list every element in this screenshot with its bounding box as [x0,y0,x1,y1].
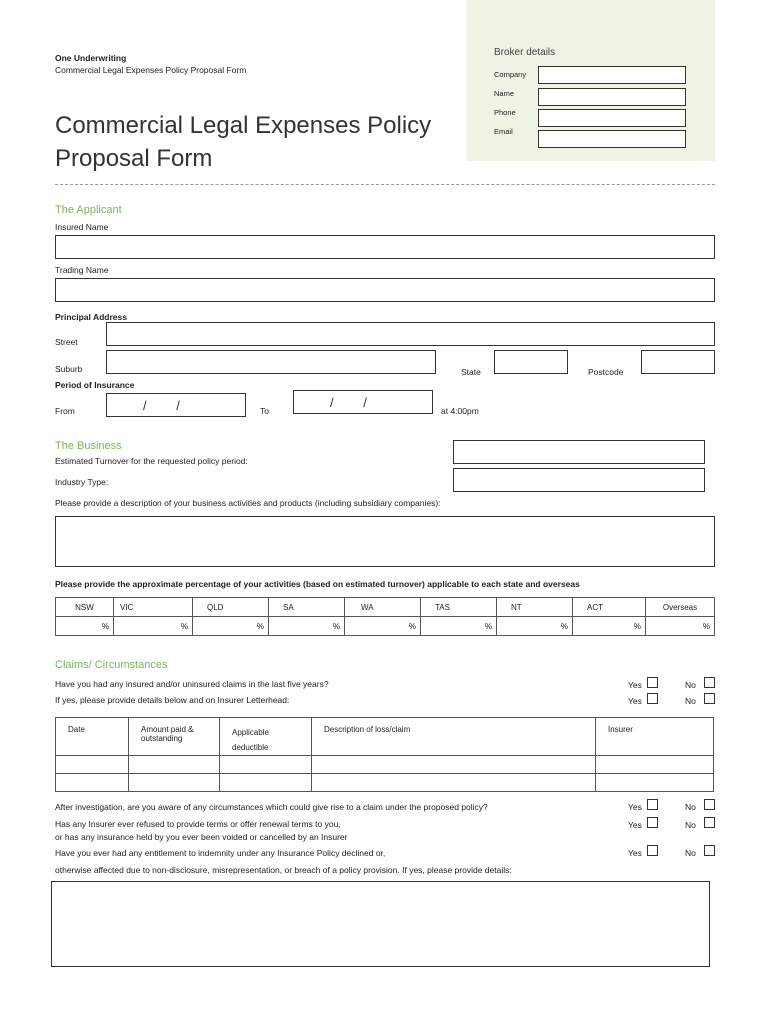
description-label: Please provide a description of your business activities and products (including subsidiary companies): [55,498,441,508]
q2-yes-checkbox[interactable] [647,693,658,704]
to-date-field[interactable] [293,390,433,414]
broker-company-label: Company [494,70,527,79]
state-field[interactable] [494,350,568,374]
claims-table [55,717,714,792]
page-title-line2: Proposal Form [55,145,213,172]
industry-label: Industry Type: [55,477,109,487]
state-header: QLD [193,598,269,617]
state-header: SA [269,598,345,617]
col-description: Description of loss/claim [312,718,596,756]
to-label: To [260,406,269,416]
q3-no-checkbox[interactable] [704,799,715,810]
claim-amount-cell[interactable] [129,774,220,792]
claims-row [56,774,714,792]
claim-deductible-cell[interactable] [220,756,312,774]
q3-no-label: No [685,802,696,812]
q1-no-label: No [685,680,696,690]
state-header: WA [345,598,421,617]
q4-no-checkbox[interactable] [704,817,715,828]
sa-percent-field[interactable]: % [269,617,345,636]
act-percent-field[interactable]: % [573,617,646,636]
time-label: at 4:00pm [441,406,479,416]
nsw-percent-field[interactable]: % [56,617,114,636]
broker-email-field[interactable] [538,130,686,148]
state-header: ACT [573,598,646,617]
q2-yes-label: Yes [628,696,642,706]
postcode-field[interactable] [641,350,715,374]
col-amount: Amount paid & outstanding [129,718,220,756]
form-subtitle: Commercial Legal Expenses Policy Proposal Form [55,65,247,75]
broker-phone-field[interactable] [538,109,686,127]
street-field[interactable] [106,322,715,346]
company-name: One Underwriting [55,53,127,63]
q3-yes-label: Yes [628,802,642,812]
q3-yes-checkbox[interactable] [647,799,658,810]
q2-no-label: No [685,696,696,706]
q1-yes-checkbox[interactable] [647,677,658,688]
broker-heading: Broker details [494,47,556,58]
state-percentage-table [55,597,715,636]
from-date-separators: / / [143,398,180,413]
q5-yes-checkbox[interactable] [647,845,658,856]
claims-row [56,756,714,774]
q5-no-checkbox[interactable] [704,845,715,856]
q5-text-line1: Have you ever had any entitlement to indemnity under any Insurance Policy declined or, [55,848,386,858]
claim-amount-cell[interactable] [129,756,220,774]
q3-text: After investigation, are you aware of any circumstances which could give rise to a claim under the proposed policy? [55,802,488,812]
percentage-prompt: Please provide the approximate percentage of your activities (based on estimated turnover) applicable to each state and overseas [55,579,580,589]
claim-insurer-cell[interactable] [596,774,714,792]
claim-description-cell[interactable] [312,756,596,774]
q4-text-line1: Has any Insurer ever refused to provide terms or offer renewal terms to you, [55,819,341,829]
divider [55,184,715,185]
broker-name-field[interactable] [538,88,686,106]
claim-deductible-cell[interactable] [220,774,312,792]
overseas-percent-field[interactable]: % [646,617,715,636]
broker-name-label: Name [494,89,515,98]
q2-text: If yes, please provide details below and on Insurer Letterhead: [55,695,290,705]
turnover-field[interactable] [453,440,705,464]
street-label: Street [55,337,78,347]
q1-no-checkbox[interactable] [704,677,715,688]
claims-heading: Claims/ Circumstances [55,659,168,671]
state-header-row [56,598,715,617]
claim-description-cell[interactable] [312,774,596,792]
insured-name-label: Insured Name [55,222,109,232]
business-heading: The Business [55,440,122,452]
q5-no-label: No [685,848,696,858]
from-label: From [55,406,75,416]
industry-field[interactable] [453,468,705,492]
col-deductible: Applicable deductible [220,718,312,756]
suburb-label: Suburb [55,364,83,374]
trading-name-label: Trading Name [55,265,109,275]
claim-date-cell[interactable] [56,756,129,774]
broker-email-label: Email [494,127,513,136]
q1-text: Have you had any insured and/or uninsured claims in the last five years? [55,679,329,689]
tas-percent-field[interactable]: % [421,617,497,636]
trading-name-field[interactable] [55,278,715,302]
wa-percent-field[interactable]: % [345,617,421,636]
broker-panel [466,0,715,161]
vic-percent-field[interactable]: % [114,617,193,636]
page-title-line1: Commercial Legal Expenses Policy [55,112,432,139]
state-header: VIC [114,598,193,617]
col-insurer: Insurer [596,718,714,756]
q4-yes-label: Yes [628,820,642,830]
q4-no-label: No [685,820,696,830]
q1-yes-label: Yes [628,680,642,690]
state-header: TAS [421,598,497,617]
q5-text-line2: otherwise affected due to non-disclosure, misrepresentation, or breach of a policy provision. If yes, please provide details: [55,865,512,875]
principal-address-label: Principal Address [55,312,127,322]
state-label: State [461,367,481,377]
turnover-label: Estimated Turnover for the requested policy period: [55,456,248,466]
from-date-field[interactable] [106,393,246,417]
q4-yes-checkbox[interactable] [647,817,658,828]
claims-details-field[interactable] [51,881,710,967]
suburb-field[interactable] [106,350,436,374]
state-header: NSW [56,598,114,617]
q5-yes-label: Yes [628,848,642,858]
postcode-label: Postcode [588,367,624,377]
claims-header-row [56,718,714,756]
insured-name-field[interactable] [55,235,715,259]
percentage-row [56,617,715,636]
qld-percent-field[interactable]: % [193,617,269,636]
state-header: Overseas [646,598,715,617]
applicant-heading: The Applicant [55,204,122,216]
col-date: Date [56,718,129,756]
q4-text-line2: or has any insurance held by you ever been voided or cancelled by an Insurer [55,832,348,842]
broker-phone-label: Phone [494,108,516,117]
claim-insurer-cell[interactable] [596,756,714,774]
state-header: NT [497,598,573,617]
business-description-field[interactable] [55,516,715,567]
claim-date-cell[interactable] [56,774,129,792]
q2-no-checkbox[interactable] [704,693,715,704]
to-date-separators: / / [330,395,367,410]
period-label: Period of Insurance [55,380,135,390]
broker-company-field[interactable] [538,66,686,84]
nt-percent-field[interactable]: % [497,617,573,636]
